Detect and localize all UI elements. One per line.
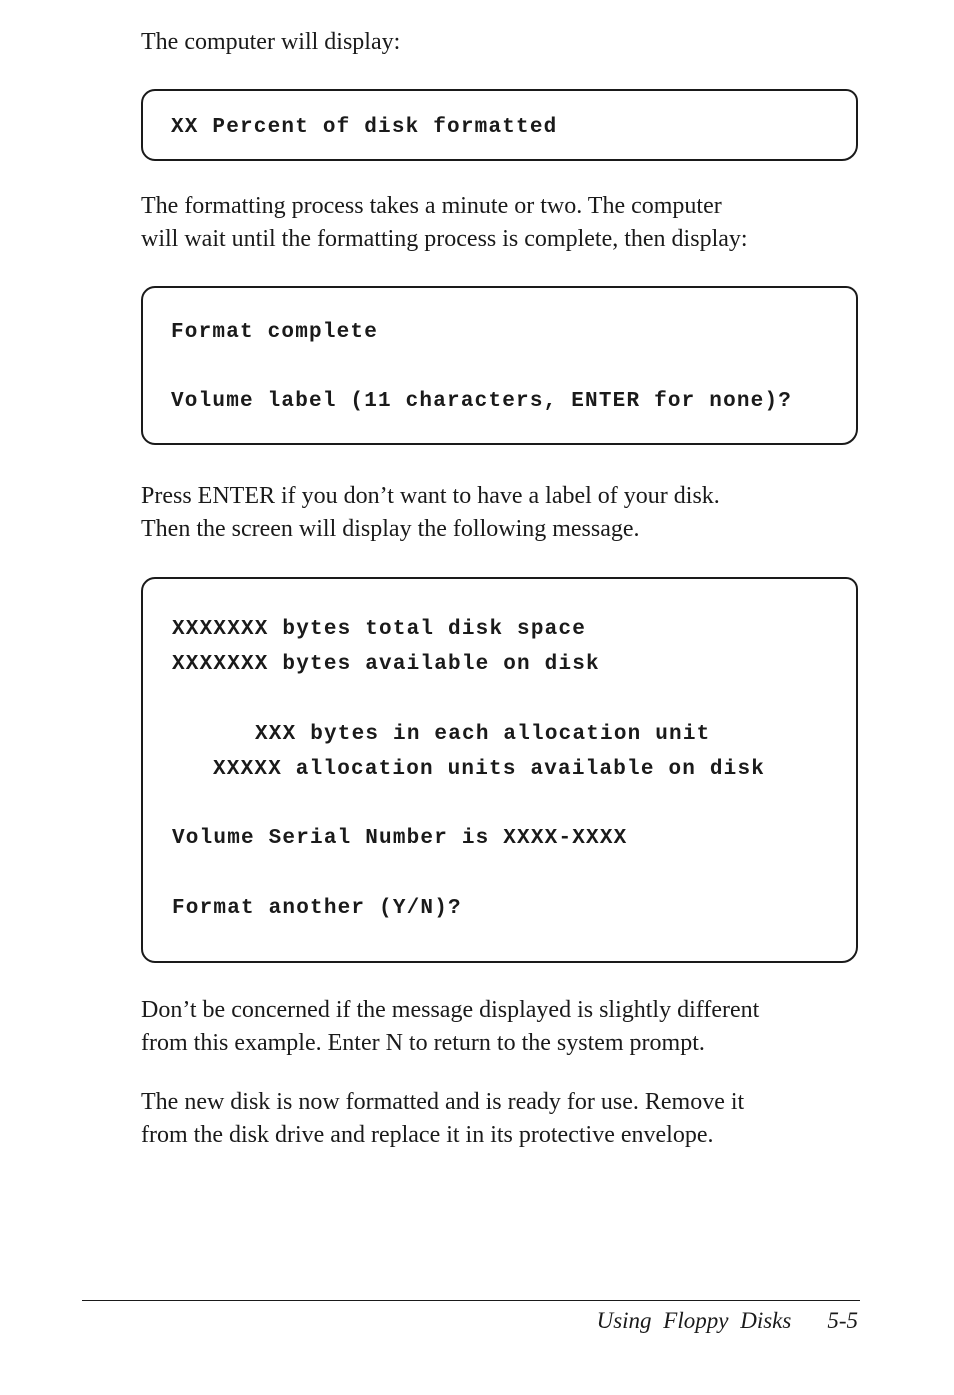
footer-page-number: 5-5 <box>827 1308 858 1333</box>
concern-paragraph <box>141 994 861 1060</box>
intro-paragraph <box>141 26 861 59</box>
intro-line-1: The computer will display: <box>141 29 401 55</box>
ready-line-2: from the disk drive and replace it in its protective envelope. <box>141 1122 714 1148</box>
screen-line-format-another: Format another (Y/N)? <box>172 897 462 920</box>
screen-line-total-space: XXXXXXX bytes total disk space <box>172 618 587 641</box>
screen-line-allocation-units-available: XXXXX allocation units available on disk <box>213 758 766 781</box>
ready-line-1: The new disk is now formatted and is ready for use. Remove it <box>141 1089 745 1115</box>
concern-line-2: from this example. Enter N to return to the system prompt. <box>141 1030 705 1056</box>
screen-line-format-complete: Format complete <box>171 321 379 344</box>
screen-line-percent: XX Percent of disk formatted <box>171 116 558 139</box>
press-enter-line-1: Press ENTER if you don’t want to have a label of your disk. <box>141 483 720 509</box>
footer-section-title: Using Floppy Disks <box>596 1308 792 1333</box>
formatting-line-1: The formatting process takes a minute or two. The computer <box>141 193 722 219</box>
screen-line-volume-label: Volume label (11 characters, ENTER for none)? <box>171 390 793 413</box>
formatting-paragraph <box>141 190 861 256</box>
page-footer <box>597 1306 858 1336</box>
screen-line-available-space: XXXXXXX bytes available on disk <box>172 653 600 676</box>
ready-paragraph <box>141 1086 861 1152</box>
screen-format-complete <box>141 286 858 445</box>
press-enter-paragraph <box>141 480 861 546</box>
concern-line-1: Don’t be concerned if the message displayed is slightly different <box>141 997 760 1023</box>
screen-line-allocation-unit-size: XXX bytes in each allocation unit <box>255 723 711 746</box>
screen-percent-formatted <box>141 89 858 161</box>
screen-disk-summary <box>141 577 858 963</box>
formatting-line-2: will wait until the formatting process is complete, then display: <box>141 226 748 252</box>
screen-line-volume-serial: Volume Serial Number is XXXX-XXXX <box>172 827 628 850</box>
footer-rule <box>82 1300 860 1301</box>
press-enter-line-2: Then the screen will display the following message. <box>141 516 640 542</box>
